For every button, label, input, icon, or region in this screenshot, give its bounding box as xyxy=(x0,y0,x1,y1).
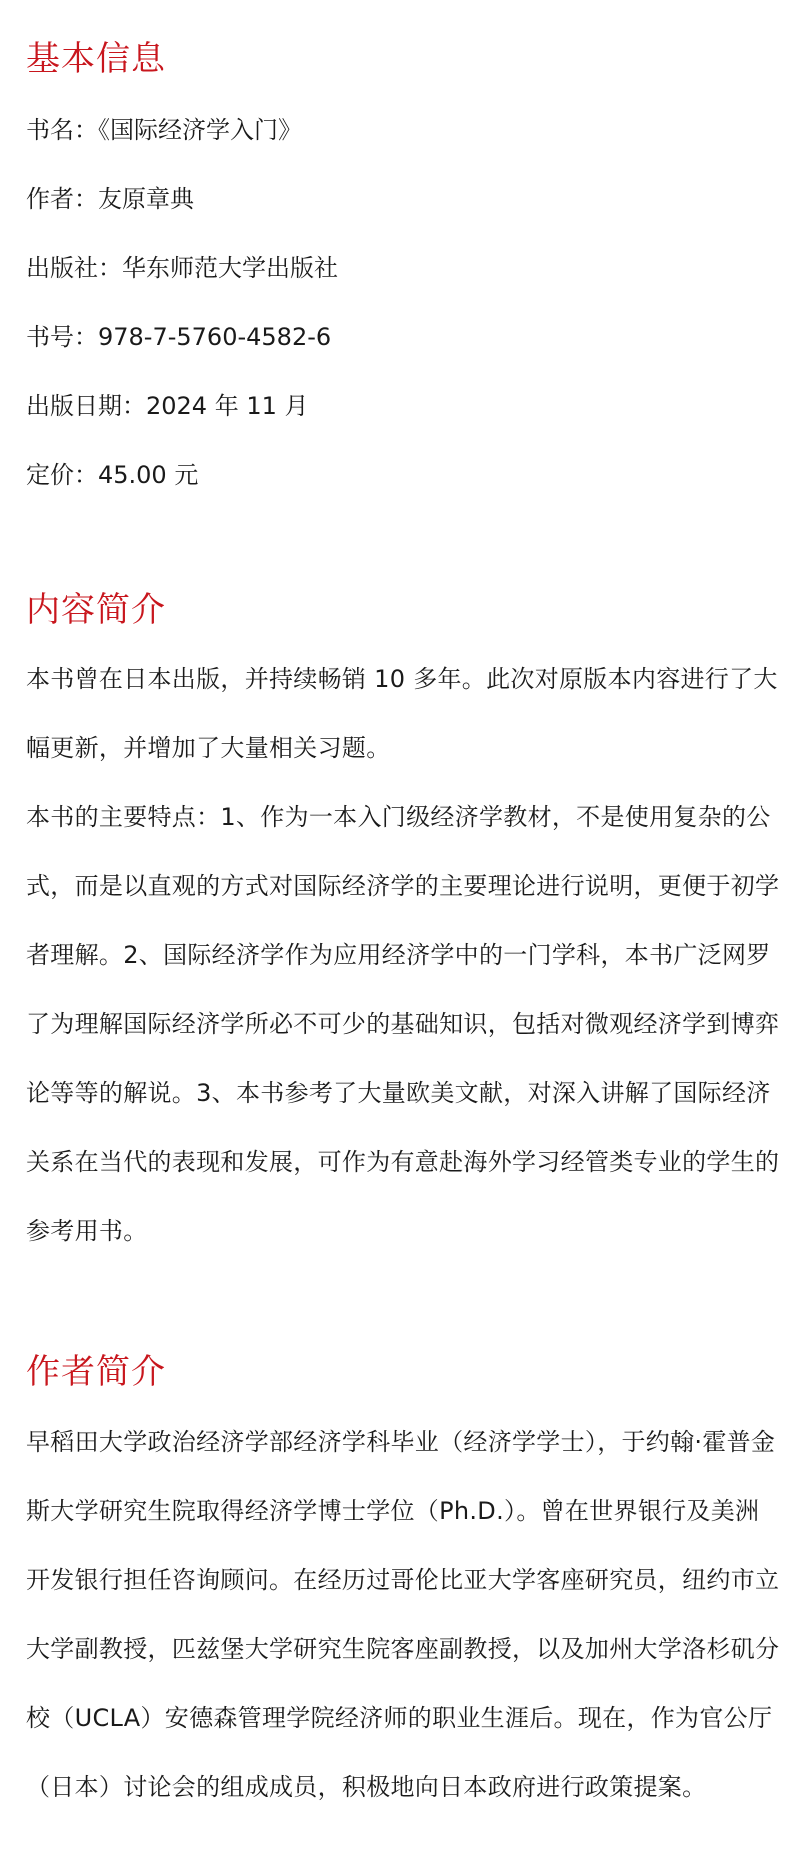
paragraph-line: 本书曾在日本出版，并持续畅销 10 多年。此次对原版本内容进行了大 xyxy=(26,665,778,693)
paragraph-line: 早稻田大学政治经济学部经济学科毕业（经济学学士），于约翰·霍普金 xyxy=(26,1428,776,1456)
paragraph-line: 本书的主要特点：1、作为一本入门级经济学教材，不是使用复杂的公 xyxy=(26,803,771,831)
content-intro-paragraph-1 xyxy=(26,645,776,783)
paragraph-line: 校（UCLA）安德森管理学院经济师的职业生涯后。现在，作为官公厅 xyxy=(26,1704,773,1732)
paragraph-line: 开发银行担任咨询顾问。在经历过哥伦比亚大学客座研究员，纽约市立 xyxy=(26,1566,780,1594)
publish-date-line: 出版日期：2024 年 11 月 xyxy=(26,392,309,420)
content-intro-paragraph-2 xyxy=(26,783,780,1266)
content-intro-heading: 内容简介 xyxy=(26,590,166,630)
paragraph-line: （日本）讨论会的组成成员，积极地向日本政府进行政策提案。 xyxy=(26,1773,707,1801)
paragraph-line: 关系在当代的表现和发展，可作为有意赴海外学习经管类专业的学生的 xyxy=(26,1148,780,1176)
basic-info-list xyxy=(26,118,338,532)
basic-info-heading: 基本信息 xyxy=(26,39,166,79)
book-title-line: 书名：《国际经济学入门》 xyxy=(26,116,302,144)
paragraph-line: 斯大学研究生院取得经济学博士学位（Ph.D.）。曾在世界银行及美洲 xyxy=(26,1497,760,1525)
paragraph-line: 式，而是以直观的方式对国际经济学的主要理论进行说明，更便于初学 xyxy=(26,872,780,900)
publisher-line: 出版社：华东师范大学出版社 xyxy=(26,254,338,282)
price-line: 定价：45.00 元 xyxy=(26,461,199,489)
paragraph-line: 者理解。2、国际经济学作为应用经济学中的一门学科，本书广泛网罗 xyxy=(26,941,771,969)
author-intro-body xyxy=(26,1408,780,1822)
paragraph-line: 参考用书。 xyxy=(26,1217,148,1245)
paragraph-line: 大学副教授，匹兹堡大学研究生院客座副教授，以及加州大学洛杉矶分 xyxy=(26,1635,780,1663)
paragraph-line: 幅更新，并增加了大量相关习题。 xyxy=(26,734,391,762)
paragraph-line: 了为理解国际经济学所必不可少的基础知识，包括对微观经济学到博弈 xyxy=(26,1010,780,1038)
author-intro-paragraph xyxy=(26,1408,780,1822)
content-intro-body xyxy=(26,645,780,1266)
author-line: 作者：友原章典 xyxy=(26,185,194,213)
author-intro-heading: 作者简介 xyxy=(26,1352,166,1392)
isbn-line: 书号：978-7-5760-4582-6 xyxy=(26,323,332,351)
paragraph-line: 论等等的解说。3、本书参考了大量欧美文献，对深入讲解了国际经济 xyxy=(26,1079,771,1107)
